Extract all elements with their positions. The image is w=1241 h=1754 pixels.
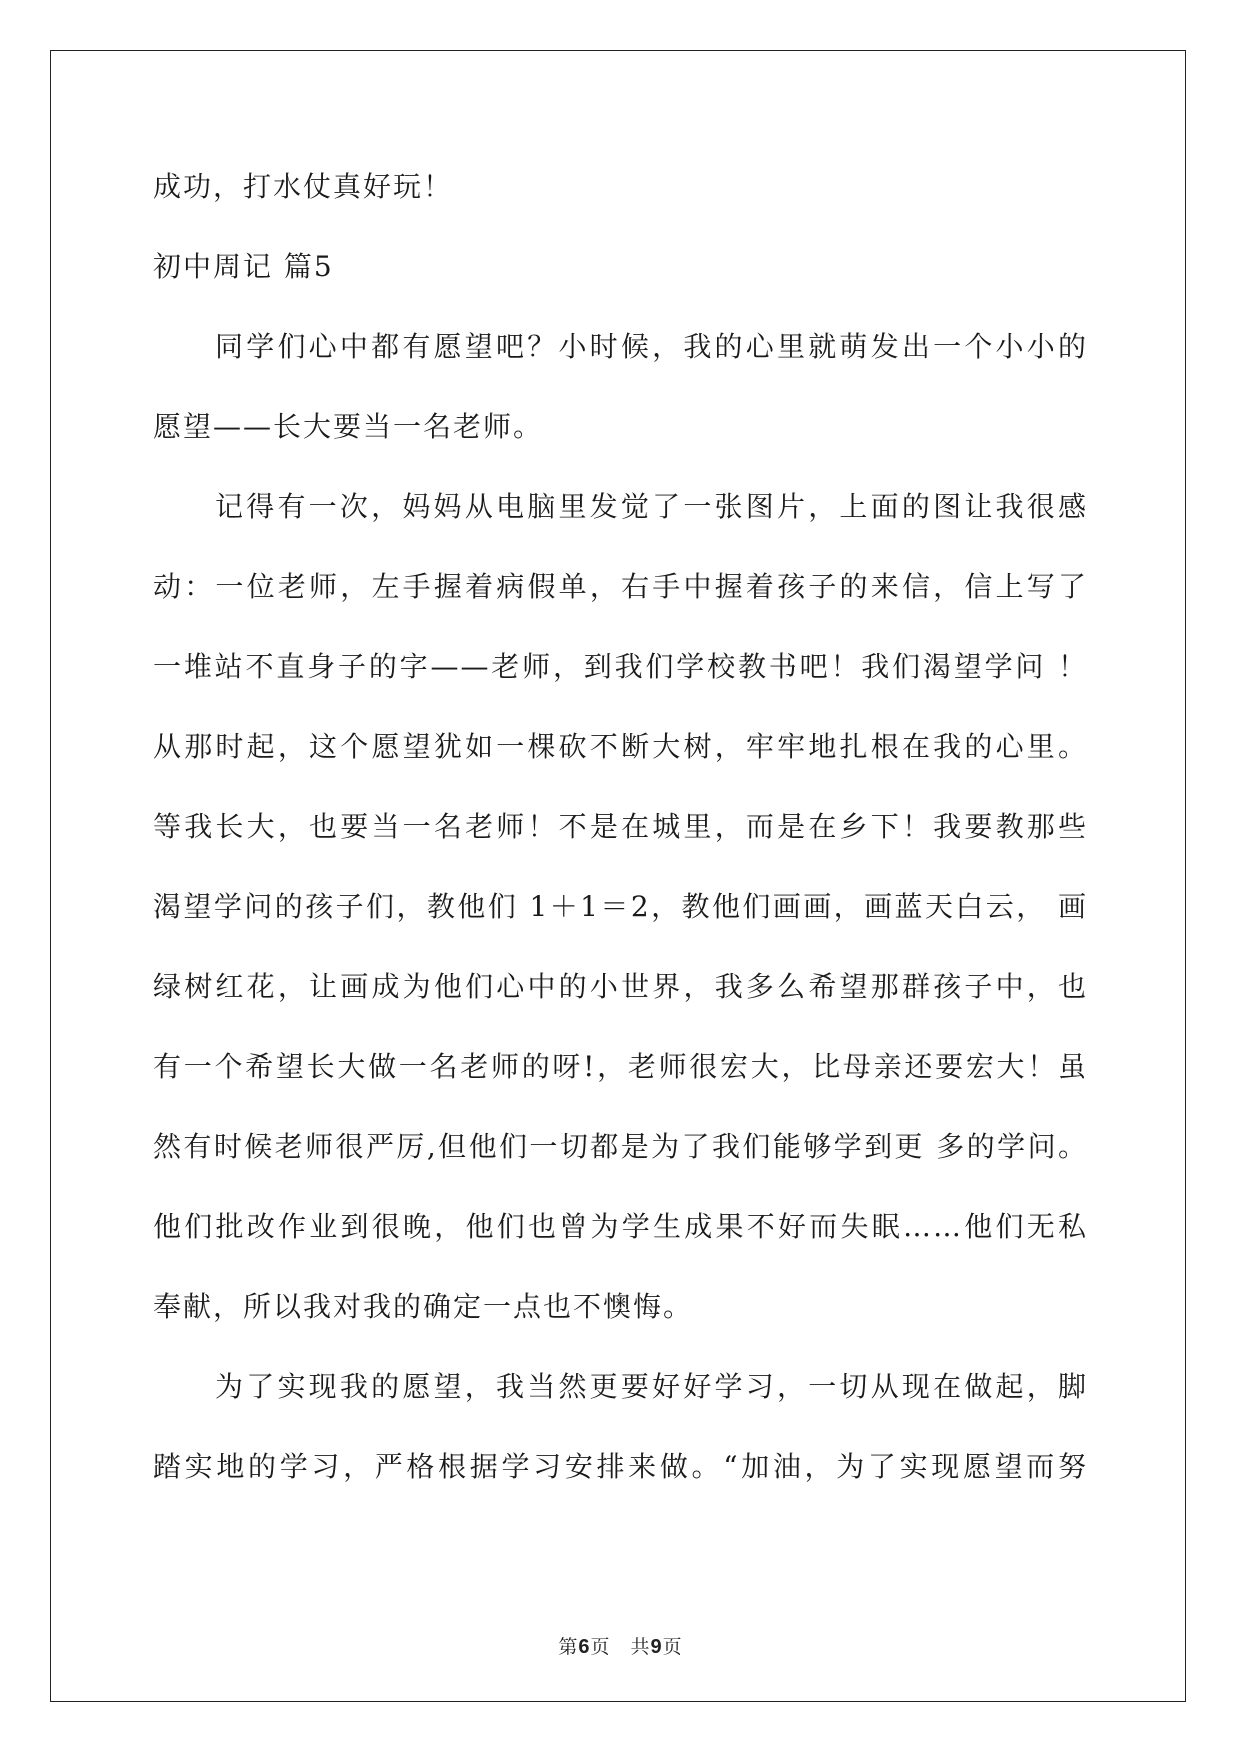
- paragraph-line: 从那时起，这个愿望犹如一棵砍不断大树，牢牢地扎根在我的心里。: [153, 730, 1088, 763]
- section-heading: 初中周记 篇5: [153, 250, 334, 283]
- paragraph-line: 绿树红花，让画成为他们心中的小世界，我多么希望那群孩子中，也: [153, 970, 1088, 1003]
- paragraph-line: 愿望——长大要当一名老师。: [153, 410, 544, 443]
- body-line: 成功，打水仗真好玩！: [153, 170, 454, 203]
- paragraph-line: 等我长大，也要当一名老师！不是在城里，而是在乡下！我要教那些: [153, 810, 1088, 843]
- paragraph-line: 一堆站不直身子的字——老师，到我们学校教书吧！我们渴望学问 ！: [153, 650, 1088, 683]
- paragraph-line: 奉献，所以我对我的确定一点也不懊悔。: [153, 1290, 694, 1323]
- total-page-number: 9: [650, 1636, 663, 1658]
- paragraph-line: 渴望学问的孩子们，教他们 1＋1＝2，教他们画画，画蓝天白云， 画: [153, 890, 1088, 923]
- paragraph-line: 记得有一次，妈妈从电脑里发觉了一张图片，上面的图让我很感: [215, 490, 1088, 523]
- footer-middle: 页 共: [590, 1636, 651, 1658]
- paragraph-line: 动：一位老师，左手握着病假单，右手中握着孩子的来信，信上写了: [153, 570, 1088, 603]
- page-footer: [0, 1632, 1241, 1659]
- current-page-number: 6: [578, 1636, 591, 1658]
- document-body: [153, 160, 1088, 1520]
- footer-prefix: 第: [558, 1636, 579, 1658]
- paragraph-line: 踏实地的学习，严格根据学习安排来做。“加油，为了实现愿望而努: [153, 1450, 1088, 1483]
- footer-suffix: 页: [662, 1636, 683, 1658]
- paragraph-line: 然有时候老师很严厉,但他们一切都是为了我们能够学到更 多的学问。: [153, 1130, 1088, 1163]
- paragraph-line: 同学们心中都有愿望吧？小时候，我的心里就萌发出一个小小的: [215, 330, 1088, 363]
- paragraph-line: 有一个希望长大做一名老师的呀!，老师很宏大，比母亲还要宏大！虽: [153, 1050, 1088, 1083]
- paragraph-line: 他们批改作业到很晚，他们也曾为学生成果不好而失眠……他们无私: [153, 1210, 1088, 1243]
- paragraph-line: 为了实现我的愿望，我当然更要好好学习，一切从现在做起，脚: [215, 1370, 1088, 1403]
